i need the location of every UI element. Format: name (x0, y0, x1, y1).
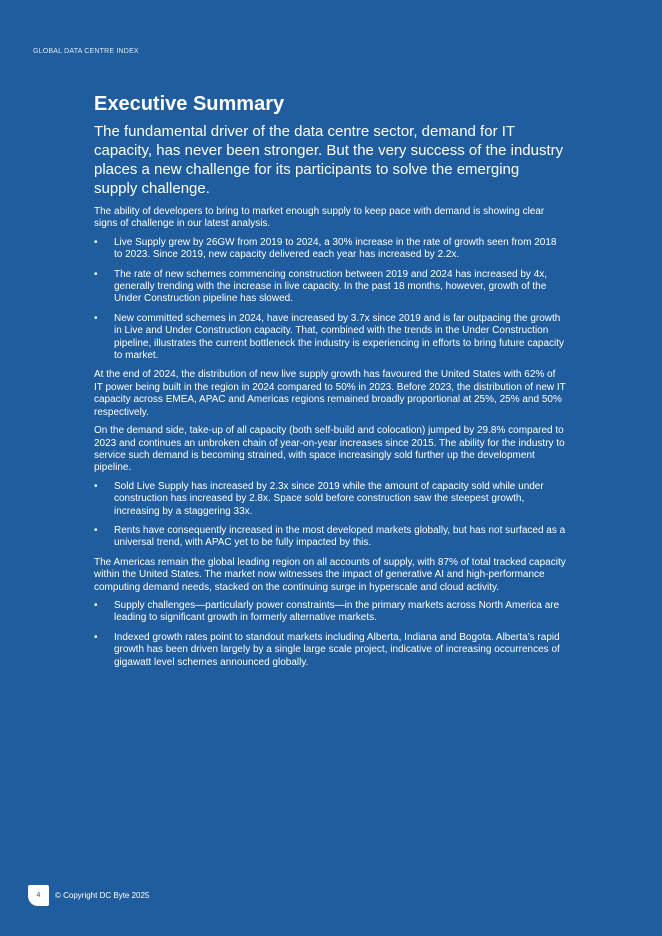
list-item: • Live Supply grew by 26GW from 2019 to 2024, a 30% increase in the rate of growth seen from 2018 to 2023. Since 2019, new capacity delivered each year has increased by 2.2x. (94, 237, 566, 262)
intro-paragraph: The ability of developers to bring to market enough supply to keep pace with demand is showing clear signs of challenge in our latest analysis. (94, 206, 545, 230)
running-header: GLOBAL DATA CENTRE INDEX (33, 48, 139, 55)
supply-bullet-list (94, 237, 566, 363)
executive-summary (94, 92, 566, 676)
list-item: • Indexed growth rates point to standout markets including Alberta, Indiana and Bogota. Alberta’s rapid growth has been driven largely by a single large scale project, indicative of increasing occurrences of gigawatt level schemes announced globally. (94, 632, 566, 669)
page-title: Executive Summary (94, 93, 285, 115)
list-item: • The rate of new schemes commencing construction between 2019 and 2024 has increased by 4x, generally trending with the increase in live capacity. In the past 18 months, however, growth of the Under Construction pipeline has slowed. (94, 269, 566, 306)
copyright-text: © Copyright DC Byte 2025 (55, 890, 150, 900)
americas-bullet-list (94, 600, 566, 669)
demand-paragraph: On the demand side, take-up of all capacity (both self-build and colocation) jumped by 29.8% compared to 2023 and continues an unbroken chain of year-on-year increases since 2015. The ability for the industry to service such demand is becoming strained, with space increasingly sold further up the development pipeline. (94, 425, 565, 474)
list-item: • Sold Live Supply has increased by 2.3x since 2019 while the amount of capacity sold while under construction has increased by 2.8x. Space sold before construction saw the steepest growth, increasing by a staggering 33x. (94, 481, 566, 518)
demand-bullet-list (94, 481, 566, 550)
list-item: • Supply challenges—particularly power constraints—in the primary markets across North America are leading to significant growth in formerly alternative markets. (94, 600, 566, 625)
list-item: • New committed schemes in 2024, have increased by 3.7x since 2019 and is far outpacing the growth in Live and Under Construction capacity. That, combined with the trends in the Under Construction pipeline, illustrates the current bottleneck the industry is experiencing in efforts to bring future capacity to market. (94, 313, 566, 363)
list-item: • Rents have consequently increased in the most developed markets globally, but has not surfaced as a universal trend, with APAC yet to be fully impacted by this. (94, 525, 566, 550)
lead-paragraph: The fundamental driver of the data centre sector, demand for IT capacity, has never been stronger. But the very success of the industry places a new challenge for its participants to solve the emerging supply challenge. (94, 123, 564, 197)
page-footer (28, 884, 149, 906)
distribution-paragraph: At the end of 2024, the distribution of new live supply growth has favoured the United States with 62% of IT power being built in the region in 2024 compared to 50% in 2023. Before 2023, the distribution of new IT capacity across EMEA, APAC and Americas regions remained broadly proportional at 25%, 25% and 50% respectively. (94, 369, 566, 418)
page-number: 4 (28, 885, 49, 906)
americas-paragraph: The Americas remain the global leading region on all accounts of supply, with 87% of total tracked capacity within the United States. The market now witnesses the impact of generative AI and high-performance computing demand needs, stacked on the continuing surge in hyperscale and cloud activity. (94, 556, 566, 593)
